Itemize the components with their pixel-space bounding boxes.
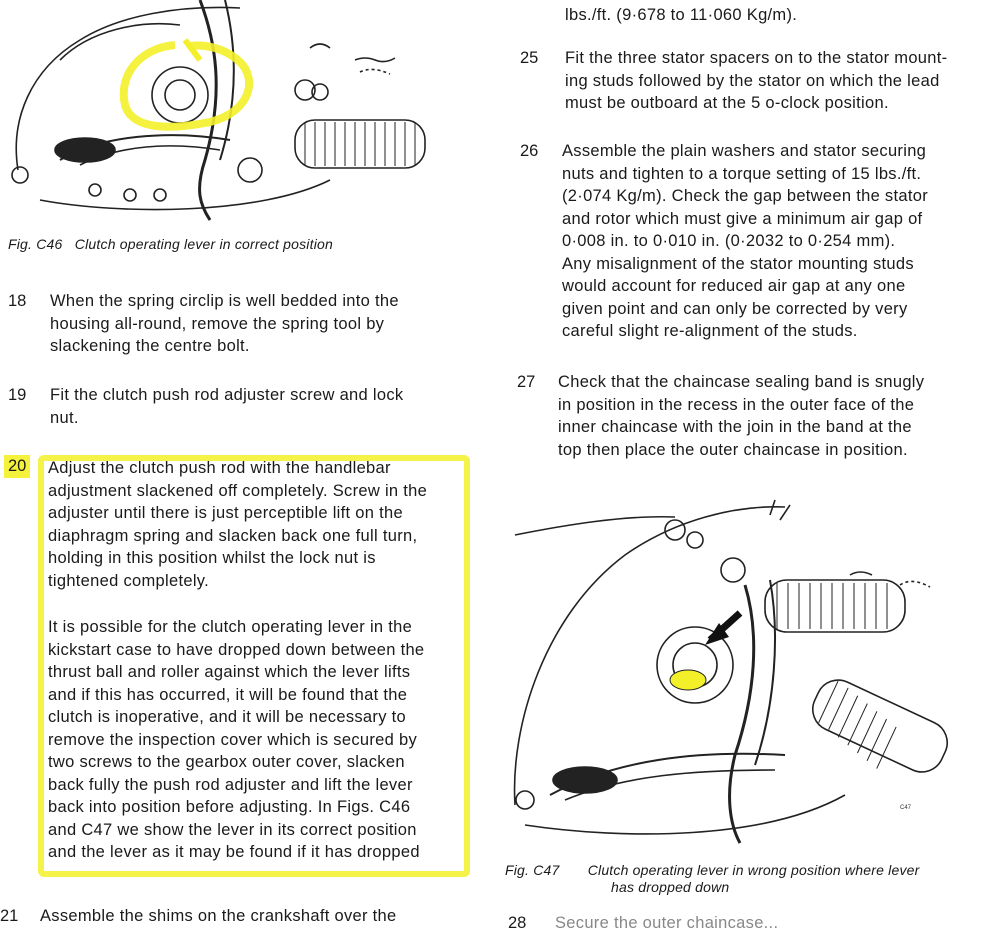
- paragraph-line: in position in the recess in the outer face of the: [558, 395, 915, 414]
- paragraph-28: [555, 912, 985, 935]
- paragraph-line: would account for reduced air gap at any one: [562, 277, 906, 295]
- figure-c47-label: Fig. C47: [505, 862, 560, 878]
- paragraph-number-27: 27: [517, 373, 536, 391]
- paragraph-line: thrust ball and roller against which the lever lifts: [48, 663, 411, 681]
- paragraph-line: nuts and tighten to a torque setting of 15 lbs./ft.: [562, 164, 922, 183]
- paragraph-line: (2·074 Kg/m). Check the gap between the stator: [562, 187, 928, 205]
- paragraph-line: Assemble the shims on the crankshaft over the: [40, 907, 397, 925]
- figure-c46-label: Fig. C46: [8, 236, 63, 252]
- paragraph-line: It is possible for the clutch operating lever in the: [48, 618, 413, 636]
- figure-c47-caption-line2: has dropped down: [611, 879, 730, 895]
- paragraph-number-19: 19: [8, 386, 27, 404]
- paragraph-line: kickstart case to have dropped down between the: [48, 640, 425, 659]
- paragraph-line: 0·008 in. to 0·010 in. (0·2032 to 0·254 mm).: [562, 232, 896, 250]
- paragraph-line: adjuster until there is just perceptible lift on the: [48, 504, 403, 522]
- paragraph-number-21: 21: [0, 907, 19, 925]
- paragraph-line: housing all-round, remove the spring tool by: [50, 314, 385, 333]
- paragraph-number-18: 18: [8, 292, 27, 310]
- paragraph-number-28: 28: [508, 914, 527, 932]
- paragraph-number-25: 25: [520, 49, 539, 67]
- paragraph-line: tightened completely.: [48, 571, 210, 590]
- paragraph-line: remove the inspection cover which is secured by: [48, 730, 418, 749]
- paragraph-number-26: 26: [520, 142, 539, 160]
- figure-c47-caption-line1: Clutch operating lever in wrong position where lever: [587, 862, 920, 878]
- paragraph-line: inner chaincase with the join in the band at the: [558, 418, 912, 436]
- paragraph-line: slackening the centre bolt.: [50, 337, 250, 355]
- figure-c46-caption-text: Clutch operating lever in correct position: [74, 236, 333, 252]
- figure-c47-illustration: [505, 495, 995, 845]
- paragraph-26: [562, 140, 982, 343]
- paragraph-line: given point and can only be corrected by very: [562, 299, 908, 318]
- paragraph-line: diaphragm spring and slacken back one full turn,: [48, 526, 418, 545]
- paragraph-line: two screws to the gearbox outer cover, slacken: [48, 753, 405, 771]
- paragraph-line: Any misalignment of the stator mounting studs: [562, 254, 914, 273]
- paragraph-line: back into position before adjusting. In Figs. C46: [48, 798, 411, 816]
- paragraph-21: [40, 905, 470, 928]
- paragraph-line: nut.: [50, 408, 79, 427]
- paragraph-line: and rotor which must give a minimum air gap of: [562, 209, 923, 228]
- paragraph-18: [50, 290, 470, 358]
- paragraph-19: [50, 384, 470, 429]
- figure-c46-illustration: [0, 0, 470, 222]
- paragraph-line: careful slight re-alignment of the studs.: [562, 322, 858, 340]
- paragraph-line: top then place the outer chaincase in position.: [558, 440, 908, 459]
- paragraph-20: [48, 457, 468, 864]
- paragraph-line: and C47 we show the lever in its correct position: [48, 820, 417, 839]
- paragraph-line: Fit the clutch push rod adjuster screw and lock: [50, 386, 404, 404]
- paragraph-line: back fully the push rod adjuster and lift the lever: [48, 775, 413, 794]
- paragraph-line: clutch is inoperative, and it will be necessary to: [48, 708, 407, 726]
- paragraph-line: and if this has occurred, it will be found that the: [48, 685, 408, 704]
- paragraph-line: holding in this position whilst the lock nut is: [48, 549, 376, 567]
- paragraph-number-20: 20: [4, 455, 30, 478]
- paragraph-line: Secure the outer chaincase...: [555, 914, 779, 932]
- paragraph-line: Adjust the clutch push rod with the handlebar: [48, 459, 391, 477]
- paragraph-line: must be outboard at the 5 o-clock position.: [565, 94, 889, 112]
- paragraph-25: [565, 47, 985, 115]
- paragraph-line: Check that the chaincase sealing band is snugly: [558, 373, 925, 391]
- figure-c46-caption: [8, 236, 468, 253]
- paragraph-line: Assemble the plain washers and stator securing: [562, 142, 927, 160]
- paragraph-line: and the lever as it may be found if it has dropped: [48, 843, 420, 861]
- paragraph-27: [558, 371, 978, 461]
- figure-c47-code: C47: [900, 805, 912, 811]
- paragraph-line: When the spring circlip is well bedded into the: [50, 292, 399, 310]
- top-right-fragment: lbs./ft. (9·678 to 11·060 Kg/m).: [565, 6, 798, 24]
- paragraph-line: ing studs followed by the stator on which the lead: [565, 71, 940, 90]
- paragraph-line: adjustment slackened off completely. Screw in the: [48, 481, 428, 500]
- figure-c47-caption: [505, 862, 985, 896]
- paragraph-line: Fit the three stator spacers on to the stator mount-: [565, 49, 948, 67]
